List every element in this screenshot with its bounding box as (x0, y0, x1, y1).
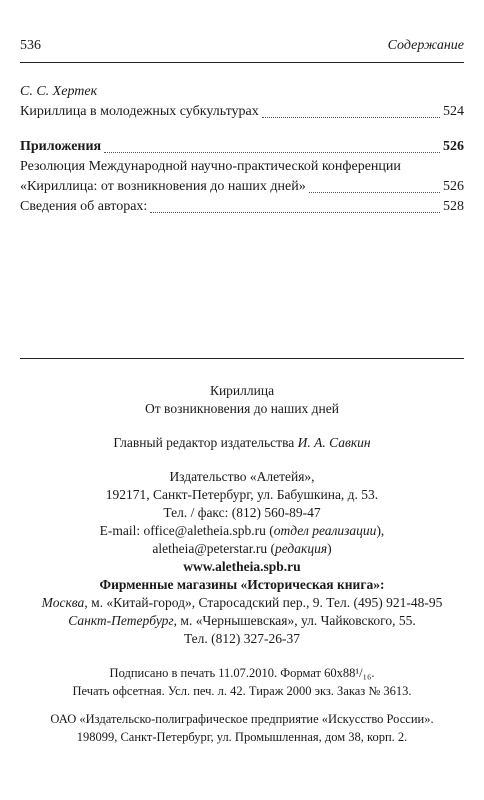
email-sales: E-mail: office@aletheia.spb.ru (отдел реализации), (99, 523, 385, 538)
print-signed: Подписано в печать 11.07.2010. Формат 60х88¹/₁₆. (109, 666, 375, 680)
print-details: Печать офсетная. Усл. печ. л. 42. Тираж 2000 экз. Заказ № 3613. (72, 684, 412, 698)
dot-leader (104, 152, 440, 153)
printer-name: ОАО «Издательско-полиграфическое предприятие «Искусство России». (50, 712, 434, 726)
running-head (20, 36, 464, 56)
toc-entry-resolution (20, 177, 464, 197)
email-editorial: aletheia@peterstar.ru (редакция) (152, 541, 332, 556)
imprint-block (20, 382, 464, 746)
book-title: Кириллица (209, 383, 275, 398)
store-spb: Санкт-Петербург, м. «Чернышевская», ул. Чайковского, 55. (68, 613, 416, 628)
book-subtitle: От возникновения до наших дней (145, 401, 339, 416)
dot-leader (309, 192, 440, 193)
toc-entry-authors (20, 197, 464, 217)
toc-entry-article (20, 102, 464, 122)
publisher-phone: Тел. / факс: (812) 560-89-47 (163, 505, 321, 520)
dot-leader (150, 212, 440, 213)
toc-entry-page: 526 (443, 139, 464, 154)
header-rule (20, 62, 464, 63)
store-spb-phone: Тел. (812) 327-26-37 (183, 631, 301, 646)
toc-entry-resolution-line1: Резолюция Международной научно-практической конференции (20, 159, 401, 174)
printer-address: 198099, Санкт-Петербург, ул. Промышленная, дом 38, корп. 2. (76, 730, 408, 744)
toc-entry-title: «Кириллица: от возникновения до наших дней» (20, 179, 306, 194)
publisher-name: Издательство «Алетейя», (169, 469, 315, 484)
stores-heading: Фирменные магазины «Историческая книга»: (99, 577, 385, 592)
editor-name: И. А. Савкин (297, 435, 371, 450)
store-moscow: Москва, м. «Китай-город», Старосадский пер., 9. Тел. (495) 921-48-95 (41, 595, 443, 610)
toc-entry-appendix (20, 137, 464, 157)
toc-entry-title: Сведения об авторах: (20, 199, 148, 214)
chief-editor: Главный редактор издательства И. А. Савкин (113, 435, 371, 450)
imprint-rule (20, 358, 464, 359)
publisher-address: 192171, Санкт-Петербург, ул. Бабушкина, д. 53. (105, 487, 379, 502)
toc-entry-page: 524 (443, 104, 464, 119)
toc-author: С. С. Хертек (20, 84, 98, 99)
toc-entry-title: Кириллица в молодежных субкультурах (20, 104, 259, 119)
dot-leader (262, 117, 440, 118)
page-number: 536 (20, 38, 41, 53)
section-title: Содержание (387, 38, 464, 53)
website: www.aletheia.spb.ru (183, 559, 301, 574)
table-of-contents (20, 82, 464, 217)
toc-entry-title: Приложения (20, 139, 102, 154)
toc-entry-page: 526 (443, 179, 464, 194)
toc-entry-page: 528 (443, 199, 464, 214)
